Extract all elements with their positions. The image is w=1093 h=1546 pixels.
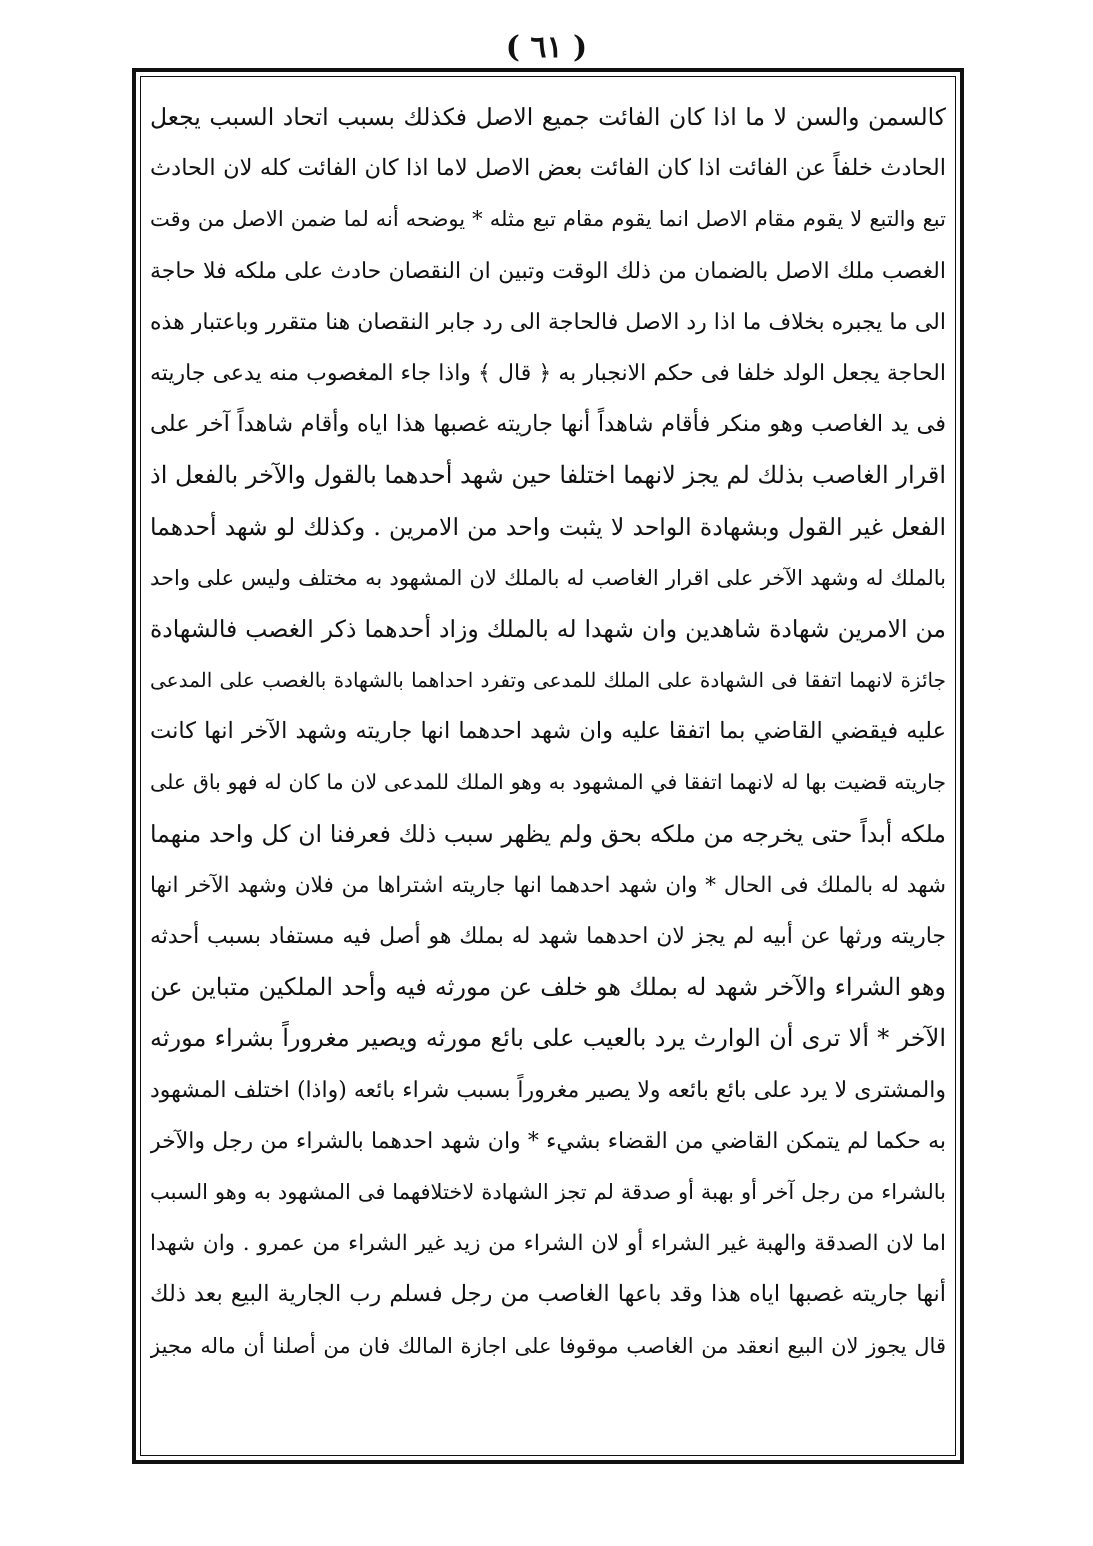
text-line: ملكه أبداً حتى يخرجه من ملكه بحق ولم يظهر سبب ذلك فعرفنا ان كل واحد منهما	[150, 819, 946, 848]
text-line: من الامرين شهادة شاهدين وان شهدا له بالملك وزاد أحدهما ذكر الغصب فالشهادة	[150, 614, 946, 643]
text-line: بالملك له وشهد الآخر على اقرار الغاصب له بالملك لان المشهود به مختلف وليس على واحد	[150, 565, 946, 590]
text-line: قال يجوز لان البيع انعقد من الغاصب موقوفا على اجازة المالك فان من أصلنا أن ماله مجيز	[150, 1333, 946, 1358]
text-line: بالشراء من رجل آخر أو بهبة أو صدقة لم تجز الشهادة لاختلافهما فى المشهود به وهو السبب	[150, 1179, 946, 1204]
body-text	[150, 92, 946, 1442]
text-line: الحاجة يجعل الولد خلفا فى حكم الانجبار به ﴿ قال ﴾ واذا جاء المغصوب منه يدعى جاريته	[150, 360, 946, 386]
text-line: جاريته ورثها عن أبيه لم يجز لان احدهما شهد له بملك هو أصل فيه مستفاد بسبب أحدثه	[150, 924, 946, 949]
text-line: الحادث خلفاً عن الفائت اذا كان الفائت بعض الاصل لاما اذا كان الفائت كله لان الحادث	[150, 155, 946, 182]
text-line: عليه فيقضي القاضي بما اتفقا عليه وان شهد احدهما انها جاريته وشهد الآخر انها كانت	[150, 718, 946, 745]
text-line: شهد له بالملك فى الحال * وان شهد احدهما انها جاريته اشتراها من فلان وشهد الآخر انها	[150, 872, 946, 898]
text-line: فى يد الغاصب وهو منكر فأقام شاهداً أنها جاريته غصبها هذا اياه وأقام شاهداً آخر على	[150, 411, 946, 438]
text-line: جائزة لانهما اتفقا فى الشهادة على الملك للمدعى وتفرد احداهما بالشهادة بالغصب على المدعى	[150, 668, 946, 693]
text-line: تبع والتبع لا يقوم مقام الاصل انما يقوم مقام تبع مثله * يوضحه أنه لما ضمن الاصل من وقت	[150, 207, 946, 232]
text-line: به حكما لم يتمكن القاضي من القضاء بشيء * وان شهد احدهما بالشراء من رجل والآخر	[150, 1128, 946, 1154]
text-line: الغصب ملك الاصل بالضمان من ذلك الوقت وتبين ان النقصان حادث على ملكه فلا حاجة	[150, 258, 946, 284]
text-line: الفعل غير القول وبشهادة الواحد لا يثبت واحد من الامرين . وكذلك لو شهد أحدهما	[150, 512, 946, 541]
text-line: اما لان الصدقة والهبة غير الشراء أو لان الشراء من زيد غير الشراء من عمرو . وان شهدا	[150, 1231, 946, 1257]
text-line: والمشترى لا يرد على بائع بائعه ولا يصير مغروراً بسبب شراء بائعه (واذا) اختلف المشهود	[150, 1077, 946, 1103]
text-line: الآخر * ألا ترى أن الوارث يرد بالعيب على بائع مورثه ويصير مغروراً بشراء مورثه	[150, 1024, 946, 1053]
text-line: جاريته قضيت بها له لانهما اتفقا في المشهود به وهو الملك للمدعى لان ما كان له فهو باق على	[150, 770, 946, 795]
text-line: الى ما يجبره بخلاف ما اذا رد الاصل فالحاجة الى رد جابر النقصان هنا متقرر وباعتبار هذه	[150, 309, 946, 335]
text-line: أنها جاريته غصبها اياه هذا وقد باعها الغاصب من رجل فسلم رب الجارية البيع بعد ذلك	[150, 1281, 946, 1308]
text-line: كالسمن والسن لا ما اذا كان الفائت جميع الاصل فكذلك بسبب اتحاد السبب يجعل	[150, 103, 946, 131]
text-line: اقرار الغاصب بذلك لم يجز لانهما اختلفا حين شهد أحدهما بالقول والآخر بالفعل اذ	[150, 461, 946, 490]
page-number: ( ٦١ )	[505, 30, 588, 65]
text-line: وهو الشراء والآخر شهد له بملك هو خلف عن مورثه فيه وأحد الملكين متباين عن	[150, 973, 946, 1002]
